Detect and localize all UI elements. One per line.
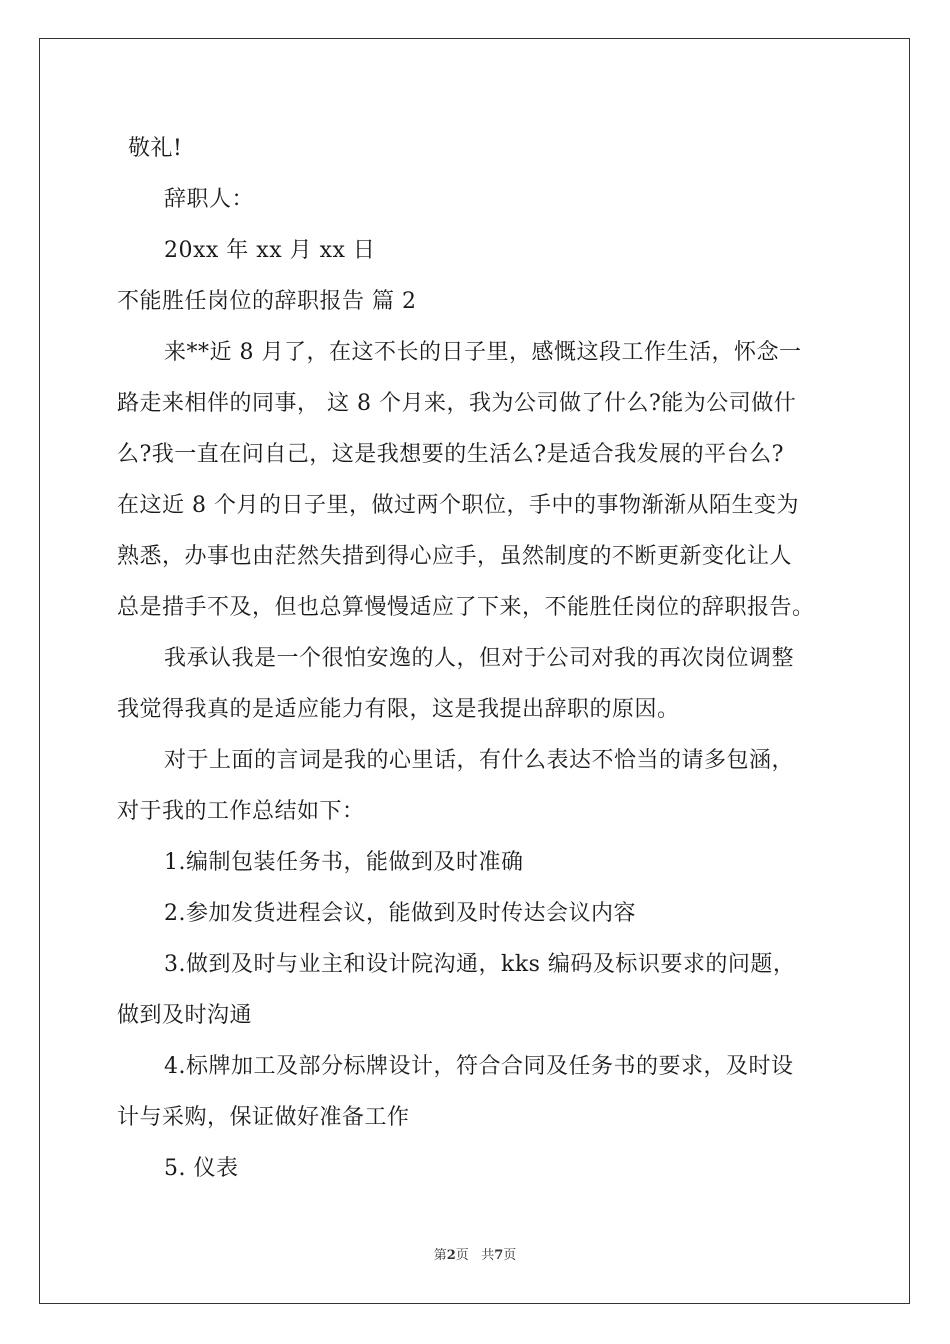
total-pages: 7 [494,1248,504,1263]
paragraph-line: 我觉得我真的是适应能力有限，这是我提出辞职的原因。 [117,697,680,722]
list-item: 4.标牌加工及部分标牌设计，符合合同及任务书的要求，及时设 [164,1054,794,1079]
paragraph-line: 来**近 8 月了，在这不长的日子里，感慨这段工作生活，怀念一 [164,340,802,365]
paragraph-line: 对于我的工作总结如下： [117,799,365,824]
list-item: 3.做到及时与业主和设计院沟通，kks 编码及标识要求的问题， [164,952,796,977]
closing-salutation: 敬礼! [128,136,183,161]
list-item: 5. 仪表 [164,1156,239,1181]
total-prefix: 共 [481,1248,495,1263]
list-item: 1.编制包装任务书，能做到及时准确 [164,850,524,875]
paragraph-line: 熟悉，办事也由茫然失措到得心应手，虽然制度的不断更新变化让人 [117,544,793,569]
paragraph-line: 路走来相伴的同事， 这 8 个月来，我为公司做了什么?能为公司做什 [117,391,797,416]
list-item-continuation: 做到及时沟通 [117,1003,253,1028]
page-prefix: 第 [433,1248,447,1263]
paragraph-line: 我承认我是一个很怕安逸的人，但对于公司对我的再次岗位调整 [164,646,795,671]
paragraph-line: 总是措手不及，但也总算慢慢适应了下来，不能胜任岗位的辞职报告。 [117,595,815,620]
signature-label: 辞职人： [164,187,255,212]
section-heading: 不能胜任岗位的辞职报告 篇 2 [117,289,417,314]
list-item-continuation: 计与采购，保证做好准备工作 [117,1105,410,1130]
page-suffix: 页 [455,1248,469,1263]
page-footer [0,1244,950,1263]
page-number: 2 [446,1248,456,1263]
list-item: 2.参加发货进程会议，能做到及时传达会议内容 [164,901,636,926]
paragraph-line: 在这近 8 个月的日子里，做过两个职位，手中的事物渐渐从陌生变为 [117,493,799,518]
paragraph-line: 对于上面的言词是我的心里话，有什么表达不恰当的请多包涵， [164,748,795,773]
total-suffix: 页 [503,1248,517,1263]
paragraph-line: 么?我一直在问自己，这是我想要的生活么?是适合我发展的平台么? [117,442,784,467]
date-line: 20xx 年 xx 月 xx 日 [164,238,376,263]
